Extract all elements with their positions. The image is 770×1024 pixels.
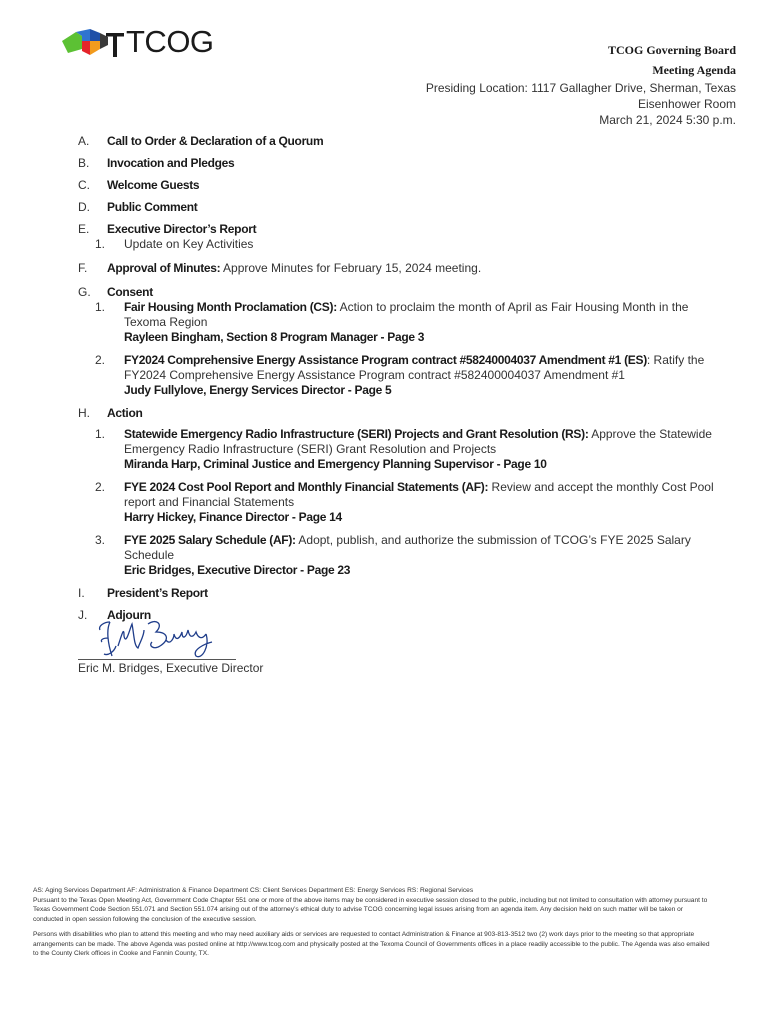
sub-item-e1 [78,237,718,252]
accessibility-notice: Persons with disabilities who plan to attend this meeting and who may need auxiliary aids or services are requested to contact Administration & Finance at 903-813-3512 two (2) work days prior to the meeting so that appropriate arrangements can be made. The above Agenda was posted online at http://www.tcog.com and physically posted at the Texoma Council of Governments offices in a place readily accessible to the public. The Agenda was also emailed to the County Clerk offices in Cooke and Fannin County, TX. [33,931,710,957]
signature-line [78,659,236,660]
item-title-colon: : [216,261,221,275]
sub-item-h2 [78,480,718,525]
sub-item-presenter: Eric Bridges, Executive Director - Page 23 [124,563,351,577]
sub-item-number: 1. [95,427,106,441]
sub-item-g2 [78,353,718,398]
agenda-item-d [78,200,718,215]
meeting-header [336,40,736,128]
item-letter: E. [78,222,90,236]
agenda-title: Meeting Agenda [652,63,736,77]
item-title: President’s Report [107,586,208,600]
sub-item-description: Approve the Statewide Emergency Radio Infrastructure (SERI) Grant Resolution and Projects [124,427,712,456]
item-letter: B. [78,156,90,170]
item-title: Welcome Guests [107,178,200,192]
agenda-list [78,134,718,623]
sub-item-number: 3. [95,533,106,547]
agenda-item-e [78,222,718,237]
item-title: Adjourn [107,608,151,622]
sub-item-number: 2. [95,353,106,367]
sub-item-h1 [78,427,718,472]
sub-item-presenter: Miranda Harp, Criminal Justice and Emergency Planning Supervisor - Page 10 [124,457,547,471]
item-letter: C. [78,178,90,192]
item-letter: F. [78,261,88,275]
sub-item-description: Review and accept the monthly Cost Pool report and Financial Statements [124,480,714,509]
item-title: Executive Director’s Report [107,222,257,236]
signatory-name: Eric M. Bridges, Executive Director [78,661,264,675]
footer-notes [33,886,713,959]
sub-item-title: Fair Housing Month Proclamation (CS): [124,300,337,314]
agenda-item-a [78,134,718,149]
sub-item-description: : Ratify the FY2024 Comprehensive Energy Assistance Program contract #582400004037 Amendment #1 [124,353,705,382]
sub-item-description: Action to proclaim the month of April as Fair Housing Month in the Texoma Region [124,300,689,329]
item-title: Invocation and Pledges [107,156,235,170]
sub-item-number: 2. [95,480,106,494]
agenda-item-g [78,285,718,300]
item-letter: A. [78,134,90,148]
sub-item-presenter: Judy Fullylove, Energy Services Director - Page 5 [124,383,392,397]
open-meetings-notice: Pursuant to the Texas Open Meeting Act, Government Code Chapter 551 one or more of the above items may be considered in executive session closed to the public, including but not limited to consultation with attorney pursuant to Texas Government Code Section 551.071 and Section 551.074 arising out of the attorney’s ethical duty to advise TCOG concerning legal issues arising from an agenda item. Any decision held on such matter will be taken or conducted in open session following the conclusion of the executive session. [33,896,708,923]
agenda-item-i [78,586,718,601]
sub-item-title: FYE 2024 Cost Pool Report and Monthly Financial Statements (AF): [124,480,489,494]
item-letter: D. [78,200,90,214]
item-title: Call to Order & Declaration of a Quorum [107,134,324,148]
agenda-item-b [78,156,718,171]
meeting-room: Eisenhower Room [637,97,736,111]
sub-item-title: Statewide Emergency Radio Infrastructure (SERI) Projects and Grant Resolution (RS): [124,427,589,441]
agenda-item-h [78,406,718,421]
sub-item-title: FYE 2025 Salary Schedule (AF): [124,533,296,547]
sub-item-g1 [78,300,718,345]
item-letter: I. [78,586,85,600]
item-letter: H. [78,406,90,420]
item-title: Action [107,406,143,420]
board-title: TCOG Governing Board [607,43,736,57]
sub-item-presenter: Rayleen Bingham, Section 8 Program Manager - Page 3 [124,330,425,344]
presiding-location: Presiding Location: 1117 Gallagher Drive, Sherman, Texas [425,81,736,95]
sub-item-presenter: Harry Hickey, Finance Director - Page 14 [124,510,342,524]
department-abbreviations: AS: Aging Services Department AF: Administration & Finance Department CS: Client Services Department ES: Energy Services RS: Regional Services [33,887,474,894]
sub-item-text: Update on Key Activities [124,237,254,251]
logo-text: TCOG [126,24,214,59]
handwritten-signature [78,616,318,662]
item-title: Approval of Minutes [107,261,217,275]
sub-item-h3 [78,533,718,578]
item-letter: G. [78,285,91,299]
item-title: Public Comment [107,200,198,214]
sub-item-number: 1. [95,300,106,314]
item-letter: J. [78,608,88,622]
sub-item-title: FY2024 Comprehensive Energy Assistance Program contract #58240004037 Amendment #1 (ES) [124,353,647,367]
meeting-datetime: March 21, 2024 5:30 p.m. [599,113,736,127]
agenda-item-f [78,261,718,276]
tcog-logo [62,26,214,58]
sub-item-number: 1. [95,237,106,251]
agenda-item-c [78,178,718,193]
item-description: Approve Minutes for February 15, 2024 meeting. [220,261,482,275]
sub-item-description: Adopt, publish, and authorize the submission of TCOG’s FYE 2025 Salary Schedule [124,533,691,562]
tcog-logo-mark-icon [62,27,124,57]
item-title: Consent [107,285,153,299]
